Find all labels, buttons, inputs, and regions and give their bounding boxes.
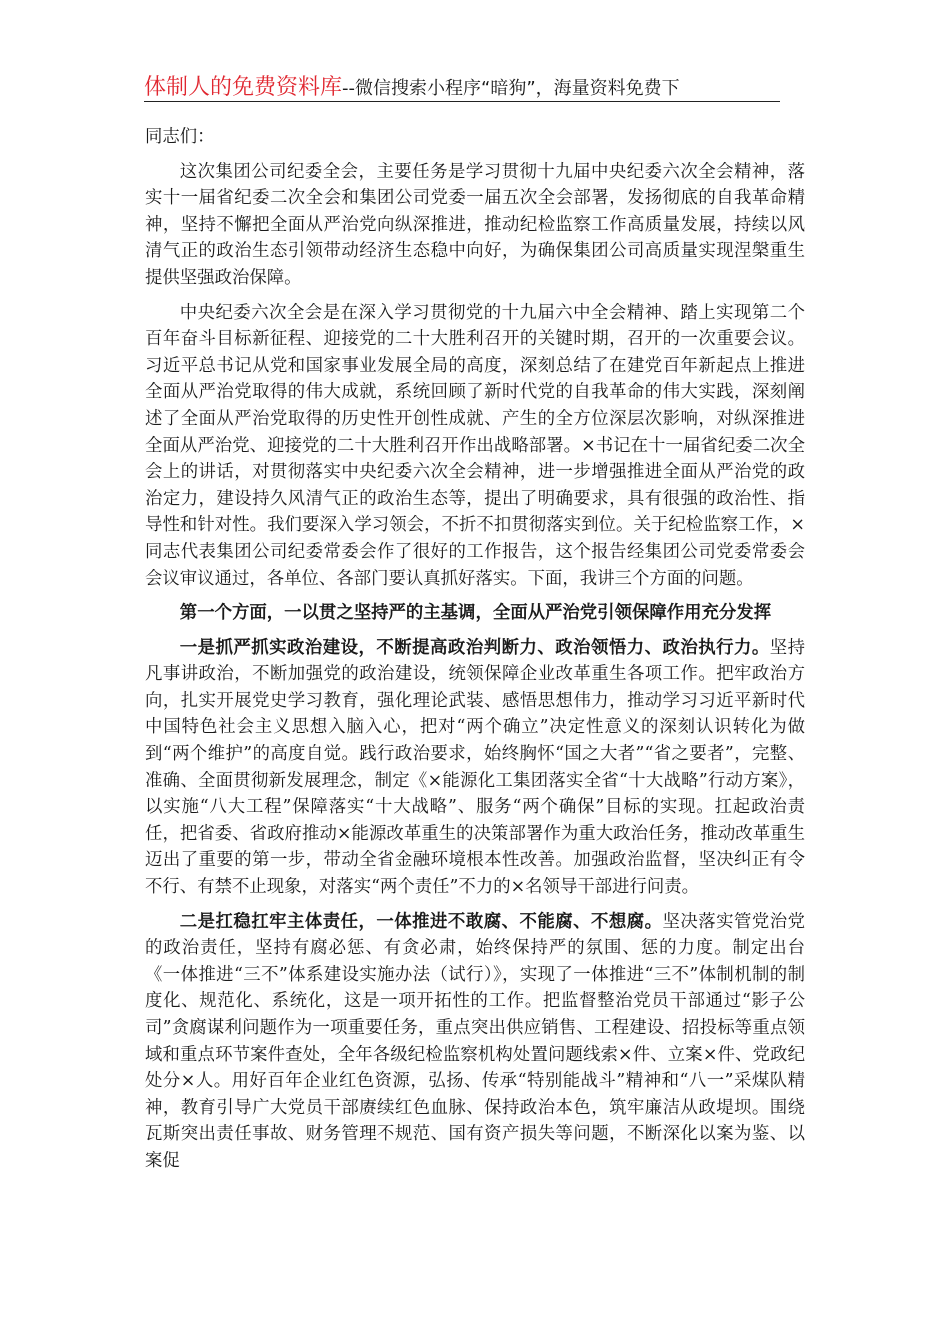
point-1 bbox=[145, 635, 805, 901]
point-1-body: 坚持凡事讲政治，不断加强党的政治建设，统领保障企业改革重生各项工作。把牢政治方向，扎实开展党史学习教育，强化理论武装、感悟思想伟力，推动学习习近平新时代中国特色社会主义思想入脑入心，把对“两个确立”决定性意义的深刻认识转化为做到“两个维护”的高度自觉。践行政治要求，始终胸怀“国之大者”“省之要者”，完整、准确、全面贯彻新发展理念，制定《×能源化工集团落实全省“十大战略”行动方案》，以实施“八大工程”保障落实“十大战略”、服务“两个确保”目标的实现。扛起政治责任，把省委、省政府推动×能源改革重生的决策部署作为重大政治任务，推动改革重生迈出了重要的第一步，带动全省金融环境根本性改善。加强政治监督，坚决纠正有令不行、有禁不止现象，对落实“两个责任”不力的×名领导干部进行问责。 bbox=[145, 637, 805, 898]
point-2-body: 坚决落实管党治党的政治责任，坚持有腐必惩、有贪必肃，始终保持严的氛围、惩的力度。制定出台《一体推进“三不”体系建设实施办法（试行）》，实现了一体推进“三不”体制机制的制度化、规范化、系统化，这是一项开拓性的工作。把监督整治党员干部通过“影子公司”贪腐谋利问题作为一项重要任务，重点突出供应销售、工程建设、招投标等重点领域和重点环节案件查处，全年各级纪检监察机构处置问题线索×件、立案×件、党政纪处分×人。用好百年企业红色资源，弘扬、传承“特别能战斗”精神和“八一”采煤队精神，教育引导广大党员干部赓续红色血脉、保持政治本色，筑牢廉洁从政堤坝。围绕瓦斯突出责任事故、财务管理不规范、国有资产损失等问题，不断深化以案为鉴、以案促 bbox=[145, 911, 805, 1171]
point-2 bbox=[145, 909, 805, 1175]
paragraph-intro: 这次集团公司纪委全会，主要任务是学习贯彻十九届中央纪委六次全会精神，落实十一届省纪委二次全会和集团公司党委一届五次全会部署，发扬彻底的自我革命精神，坚持不懈把全面从严治党向纵深推进，推动纪检监察工作高质量发展，持续以风清气正的政治生态引领带动经济生态稳中向好，为确保集团公司高质量实现涅槃重生提供坚强政治保障。 bbox=[145, 161, 805, 288]
header-tagline: --微信搜索小程序“暗狗”，海量资料免费下 bbox=[342, 78, 680, 99]
point-2-heading: 二是扛稳扛牢主体责任，一体推进不敢腐、不能腐、不想腐。 bbox=[179, 911, 663, 932]
page-header bbox=[144, 70, 780, 100]
paragraph-context: 中央纪委六次全会是在深入学习贯彻党的十九届六中全会精神、踏上实现第二个百年奋斗目标新征程、迎接党的二十大胜利召开的关键时期，召开的一次重要会议。习近平总书记从党和国家事业发展全局的高度，深刻总结了在建党百年新起点上推进全面从严治党取得的伟大成就，系统回顾了新时代党的自我革命的伟大实践，深刻阐述了全面从严治党取得的历史性开创性成就、产生的全方位深层次影响，对纵深推进全面从严治党、迎接党的二十大胜利召开作出战略部署。×书记在十一届省纪委二次全会上的讲话，对贯彻落实中央纪委六次全会精神，进一步增强推进全面从严治党的政治定力，建设持久风清气正的政治生态等，提出了明确要求，具有很强的政治性、指导性和针对性。我们要深入学习领会，不折不扣贯彻落实到位。关于纪检监察工作，×同志代表集团公司纪委常委会作了很好的工作报告，这个报告经集团公司党委常委会会议审议通过，各单位、各部门要认真抓好落实。下面，我讲三个方面的问题。 bbox=[145, 302, 805, 589]
section-heading-1: 第一个方面，一以贯之坚持严的主基调，全面从严治党引领保障作用充分发挥 bbox=[179, 603, 772, 624]
point-1-heading: 一是抓严抓实政治建设，不断提高政治判断力、政治领悟力、政治执行力。 bbox=[179, 637, 770, 658]
document-body bbox=[145, 124, 805, 1183]
header-divider bbox=[144, 101, 780, 102]
header-brand: 体制人的免费资料库 bbox=[144, 75, 343, 100]
salutation: 同志们： bbox=[145, 127, 215, 147]
